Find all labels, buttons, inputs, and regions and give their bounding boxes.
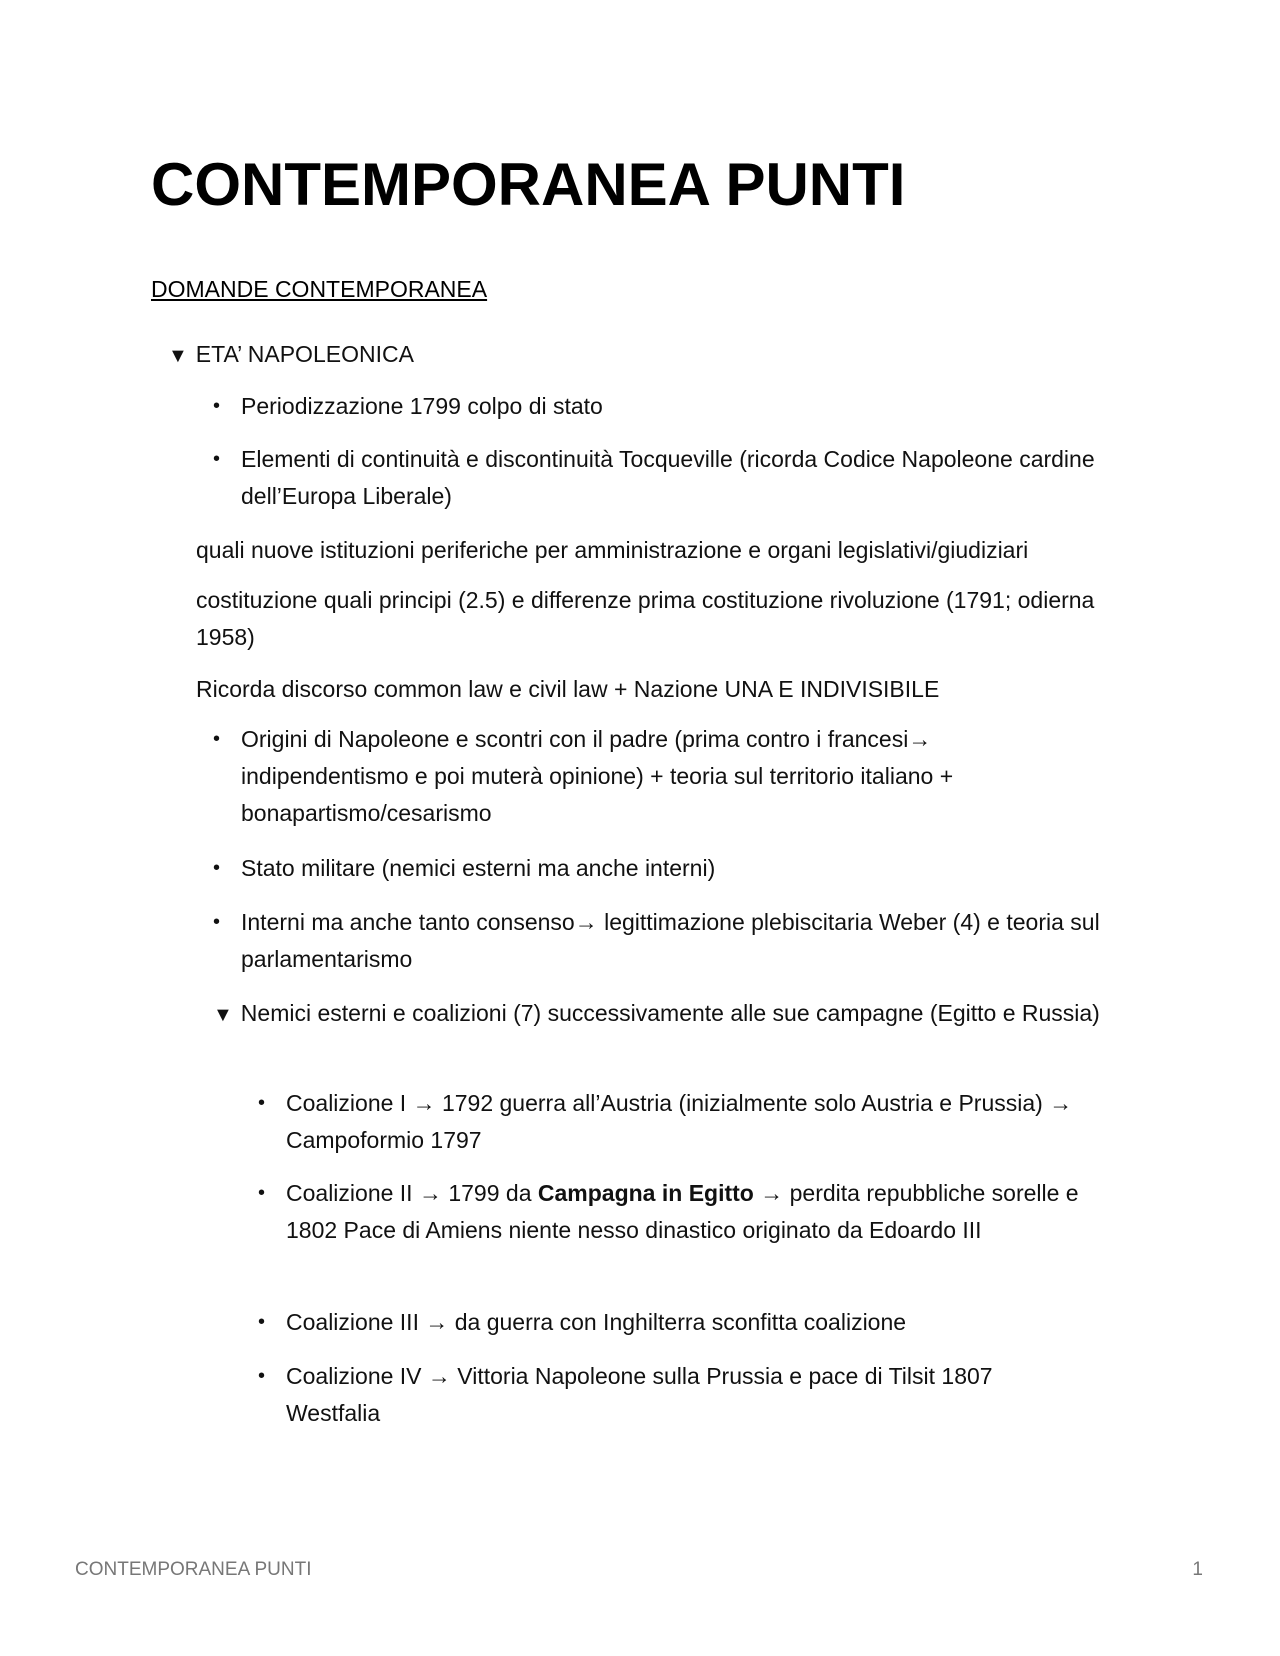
list-item	[213, 904, 1101, 978]
toggle-nemici-esterni[interactable]	[213, 995, 1113, 1034]
list-item-text: Coalizione III → da guerra con Inghilterra sconfitta coalizione	[286, 1309, 907, 1335]
bullet-icon: •	[258, 1311, 266, 1333]
list-item-text: Coalizione I → 1792 guerra all’Austria (inizialmente solo Austria e Prussia) → Campoformio 1797	[286, 1090, 1073, 1153]
paragraph: Ricorda discorso common law e civil law + Nazione UNA E INDIVISIBILE	[196, 676, 940, 702]
list-item-text: Stato militare (nemici esterni ma anche interni)	[241, 855, 716, 881]
list-item	[258, 1085, 1126, 1159]
bold-text: Campagna in Egitto	[537, 1180, 754, 1206]
text-segment: → perdita repubbliche sorelle e 1802 Pace di Amiens niente nesso dinastico originato da Edoardo III	[286, 1180, 1079, 1243]
domande-link[interactable]: DOMANDE CONTEMPORANEA	[151, 276, 488, 302]
list-item	[213, 721, 1061, 832]
toggle-label: ETA’ NAPOLEONICA	[195, 341, 414, 367]
list-item	[258, 1358, 1086, 1432]
bullet-icon: •	[213, 728, 221, 750]
text-segment: Coalizione II → 1799 da	[286, 1180, 538, 1206]
paragraph: quali nuove istituzioni periferiche per amministrazione e organi legislativi/giudiziari	[196, 537, 1029, 563]
bullet-icon: •	[258, 1365, 266, 1387]
list-item	[213, 441, 1121, 515]
list-item-text: Elementi di continuità e discontinuità Tocqueville (ricorda Codice Napoleone cardine dell’Europa Liberale)	[241, 446, 1095, 509]
page-title: CONTEMPORANEA PUNTI	[151, 151, 906, 218]
bullet-icon: •	[258, 1182, 266, 1204]
bullet-icon: •	[213, 395, 221, 417]
list-item	[258, 1304, 1126, 1341]
list-item-text: Interni ma anche tanto consenso→ legittimazione plebiscitaria Weber (4) e teoria sul parlamentarismo	[241, 909, 1100, 972]
paragraph: costituzione quali principi (2.5) e differenze prima costituzione rivoluzione (1791; odierna 1958)	[196, 587, 1095, 650]
list-item-text: Coalizione IV → Vittoria Napoleone sulla Prussia e pace di Tilsit 1807 Westfalia	[286, 1363, 993, 1426]
toggle-triangle-icon[interactable]: ▼	[168, 345, 188, 367]
bullet-icon: •	[258, 1092, 266, 1114]
list-item-text: Periodizzazione 1799 colpo di stato	[241, 393, 603, 419]
page-number: 1	[1192, 1559, 1203, 1580]
toggle-label: Nemici esterni e coalizioni (7) successivamente alle sue campagne (Egitto e Russia)	[240, 1000, 1100, 1026]
footer-title: CONTEMPORANEA PUNTI	[75, 1559, 312, 1580]
list-item-text	[286, 1180, 1079, 1243]
list-item	[213, 850, 1121, 887]
list-item-text: Origini di Napoleone e scontri con il padre (prima contro i francesi→ indipendentismo e poi muterà opinione) + teoria sul territorio italiano + bonapartismo/cesarismo	[241, 726, 954, 826]
bullet-icon: •	[213, 857, 221, 879]
list-item	[258, 1175, 1126, 1249]
toggle-triangle-icon[interactable]: ▼	[213, 1004, 233, 1026]
bullet-icon: •	[213, 448, 221, 470]
bullet-icon: •	[213, 911, 221, 933]
list-item	[213, 388, 1121, 425]
toggle-eta-napoleonica[interactable]	[168, 336, 414, 375]
